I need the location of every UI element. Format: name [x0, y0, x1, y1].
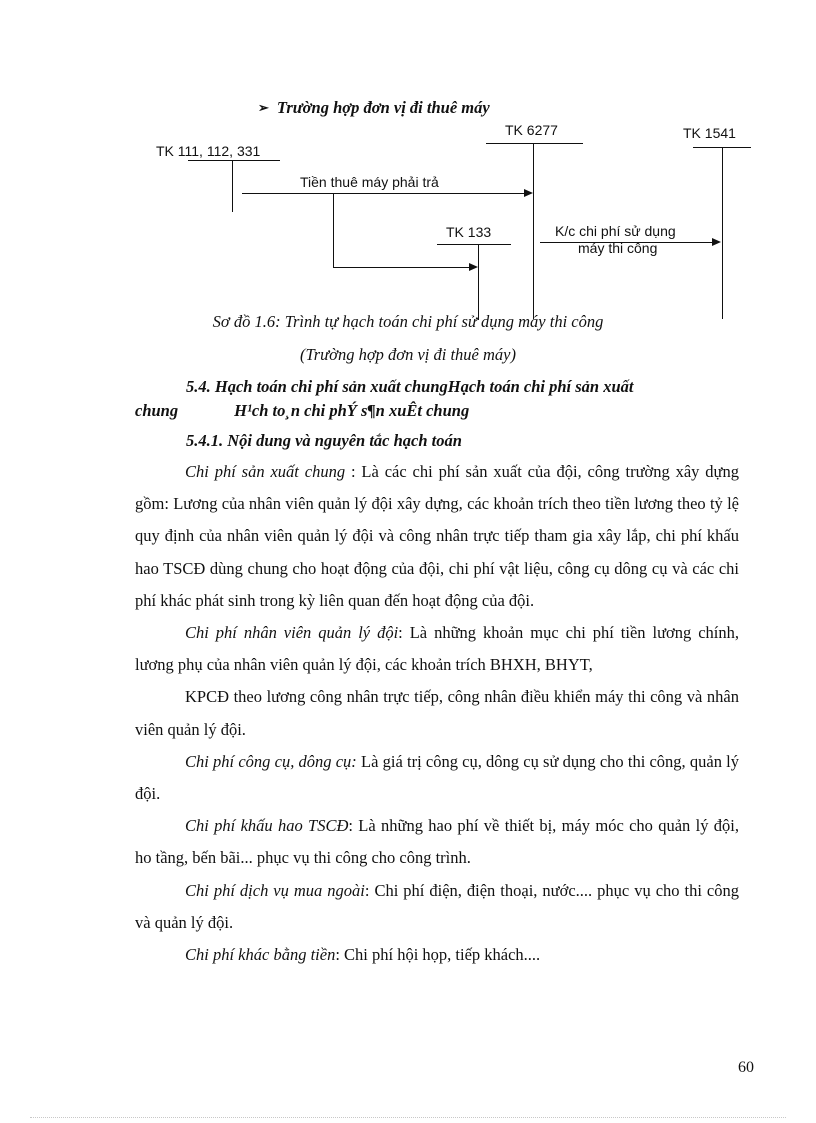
paragraph-outsourced-services: [135, 875, 739, 939]
arrow-right-icon: [524, 189, 533, 197]
paragraph-general-costs: [135, 456, 739, 617]
diagram-caption-line2: (Trường hợp đơn vị đi thuê máy): [300, 345, 516, 364]
paragraph-general-costs-text: : Là các chi phí sản xuất của đội, công trường xây dựng gồm: Lương của nhân viên quản lý đội xây dựng, các khoản trích theo tiền lương theo tỷ lệ quy định của nhân viên quản lý đội và công nhân trực tiếp tham gia xây lắp, chi phí khấu hao TSCĐ dùng chung cho hoạt động của đội, chi phí vật liệu, công cụ dông cụ và các chi phí khác phát sinh trong kỳ liên quan đến hoạt động của đội.: [135, 462, 739, 610]
footer-divider: [30, 1117, 786, 1118]
section-title-line1: 5.4. Hạch toán chi phí sản xuất chungHạch toán chi phí sản xuất: [186, 377, 634, 396]
page-number: 60: [738, 1059, 754, 1076]
account-tk6277-vline: [533, 143, 534, 319]
paragraph-tool-costs: [135, 746, 739, 810]
section-title-line2-b: H¹ch to¸n chi phÝ s¶n xuÊt chung: [234, 401, 470, 420]
flow-arrow-vat-hline: [333, 267, 471, 268]
term-depreciation: Chi phí khấu hao TSCĐ: [185, 816, 349, 836]
diagram-heading-text: Trường hợp đơn vị đi thuê máy: [276, 98, 490, 117]
paragraph-staff-costs-text: : Là những khoản mục chi phí tiền lương chính, lương phụ của nhân viên quản lý đội, các khoản trích BHXH, BHYT,: [135, 623, 739, 675]
flow-arrow-vat-vline: [333, 193, 334, 268]
paragraph-depreciation-text: : Là những hao phí về thiết bị, máy móc cho quản lý đội, ho tầng, bến bãi... phục vụ thi công cho công trình.: [135, 816, 739, 868]
flow-label-rent: Tiền thuê máy phải trả: [300, 174, 439, 190]
account-tk133-vline: [478, 244, 479, 320]
flow-label-transfer-line2: máy thi công: [578, 240, 658, 256]
account-tk111-hline: [188, 160, 280, 161]
flow-label-transfer-line1: K/c chi phí sử dụng: [555, 223, 676, 239]
section-title-line2: [135, 401, 469, 421]
paragraph-depreciation: [135, 810, 739, 874]
paragraph-other-cash-costs-text: : Chi phí hội họp, tiếp khách....: [335, 945, 541, 965]
account-tk133-hline: [437, 244, 511, 245]
account-label-tk6277: TK 6277: [505, 122, 558, 138]
term-tool-costs: Chi phí công cụ, dông cụ:: [185, 751, 357, 771]
arrow-right-icon: [469, 263, 478, 271]
right-triangle-bullet-icon: ➢: [258, 100, 269, 115]
paragraph-outsourced-services-text: : Chi phí điện, điện thoại, nước.... phục vụ cho thi công và quản lý đội.: [135, 880, 739, 932]
flow-arrow-rent-line: [242, 193, 526, 194]
term-other-cash-costs: Chi phí khác bằng tiền: [185, 945, 336, 965]
account-tk111-vline: [232, 160, 233, 212]
section-title-line2-a: chung: [135, 401, 179, 420]
term-staff-costs: Chi phí nhân viên quản lý đội: [185, 623, 399, 643]
paragraph-tool-costs-text: Là giá trị công cụ, dông cụ sử dụng cho thi công, quản lý đội.: [135, 751, 740, 804]
account-tk1541-vline: [722, 147, 723, 319]
subsection-title: 5.4.1. Nội dung và nguyên tắc hạch toán: [186, 431, 462, 450]
paragraph-staff-costs-cont-text: KPCĐ theo lương công nhân trực tiếp, công nhân điều khiển máy thi công và nhân viên quản lý đội.: [135, 687, 739, 739]
account-tk6277-hline: [486, 143, 583, 144]
arrow-right-icon: [712, 238, 721, 246]
diagram-heading: [258, 98, 490, 118]
diagram-caption-line1: Sơ đồ 1.6: Trình tự hạch toán chi phí sử dụng máy thi công: [212, 312, 604, 331]
paragraph-other-cash-costs: [135, 939, 739, 971]
term-general-costs: Chi phí sản xuất chung: [185, 462, 346, 481]
paragraph-staff-costs-cont: [135, 681, 739, 745]
paragraph-staff-costs: [135, 617, 739, 681]
account-label-tk1541: TK 1541: [683, 125, 736, 141]
body-text: [135, 456, 739, 971]
account-label-tk133: TK 133: [446, 224, 492, 240]
account-label-tk111: TK 111, 112, 331: [156, 143, 261, 159]
term-outsourced-services: Chi phí dịch vụ mua ngoài: [185, 880, 365, 900]
